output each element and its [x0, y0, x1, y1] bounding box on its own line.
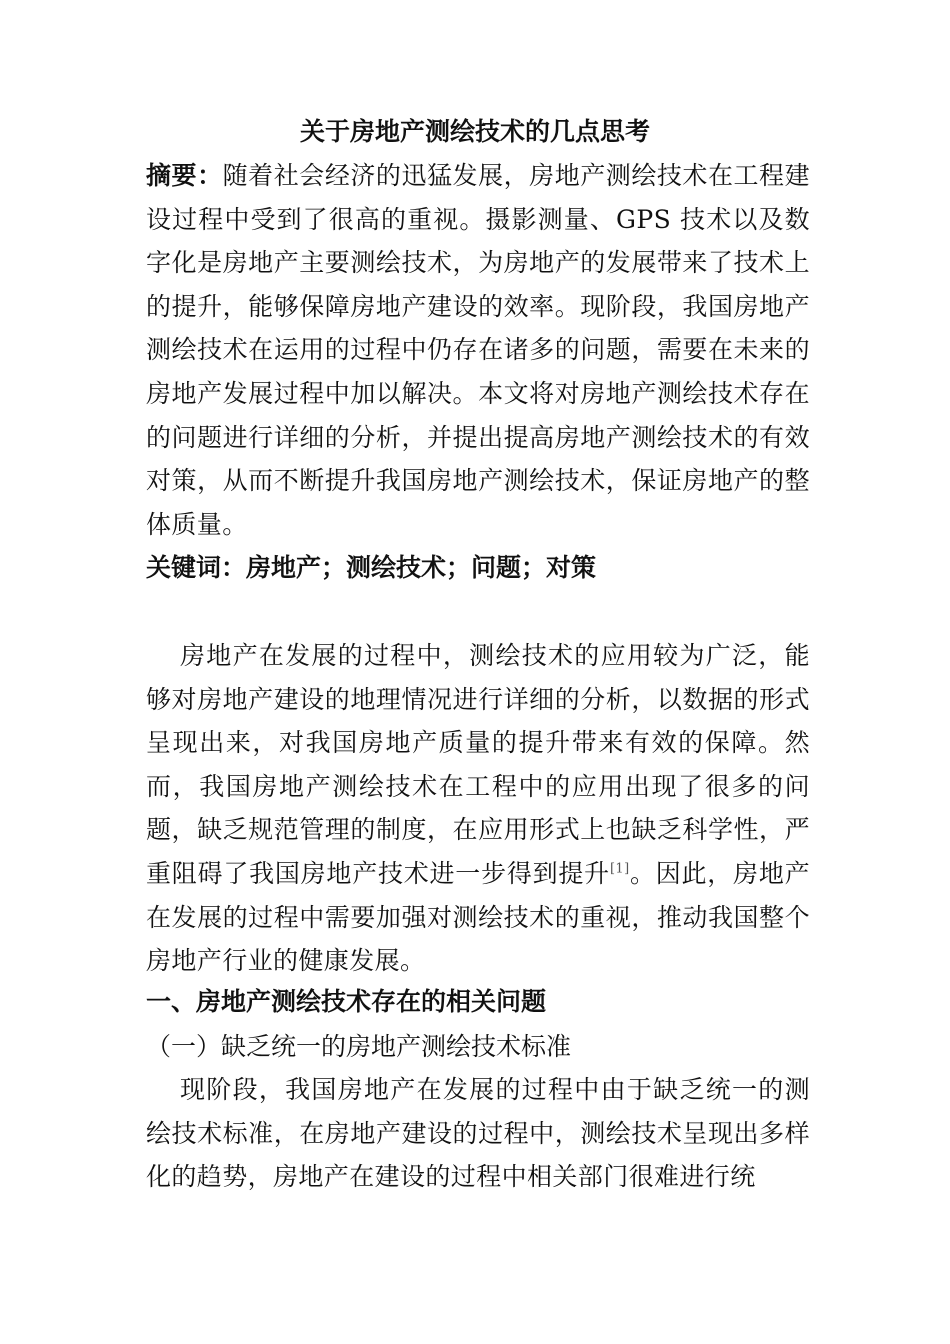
keywords-line: [146, 548, 596, 588]
section-heading: 一、房地产测绘技术存在的相关问题: [146, 987, 547, 1016]
abstract-paragraph: [146, 154, 810, 546]
citation-marker: [1]: [609, 861, 630, 877]
subsection-paragraph: 现阶段，我国房地产在发展的过程中由于缺乏统一的测绘技术标准，在房地产建设的过程中，测绘技术呈现出多样化的趋势，房地产在建设的过程中相关部门很难进行统: [146, 1075, 810, 1192]
subsection-heading: （一）缺乏统一的房地产测绘技术标准: [146, 1032, 572, 1061]
intro-text-part1: 房地产在发展的过程中，测绘技术的应用较为广泛，能够对房地产建设的地理情况进行详细的分析，以数据的形式呈现出来，对我国房地产质量的提升带来有效的保障。然而，我国房地产测绘技术在工程中的应用出现了很多的问题，缺乏规范管理的制度，在应用形式上也缺乏科学性，严重阻碍了我国房地产技术进一步得到提升: [146, 641, 810, 888]
document-title: 关于房地产测绘技术的几点思考: [299, 117, 650, 146]
abstract-text: 随着社会经济的迅猛发展，房地产测绘技术在工程建设过程中受到了很高的重视。摄影测量、GPS 技术以及数字化是房地产主要测绘技术，为房地产的发展带来了技术上的提升，能够保障房地产建设的效率。现阶段，我国房地产测绘技术在运用的过程中仍存在诸多的问题，需要在未来的房地产发展过程中加以解决。本文将对房地产测绘技术存在的问题进行详细的分析，并提出提高房地产测绘技术的有效对策，从而不断提升我国房地产测绘技术，保证房地产的整体质量。: [146, 161, 811, 539]
abstract-label: 摘要：: [146, 161, 223, 190]
intro-paragraph: [146, 634, 810, 983]
keywords-label: 关键词：: [146, 553, 247, 582]
intro-text-part2: 。因此，房地产在发展的过程中需要加强对测绘技术的重视，推动我国整个房地产行业的健康发展。: [146, 858, 810, 976]
keywords-text: 房地产；测绘技术；问题；对策: [246, 553, 597, 582]
